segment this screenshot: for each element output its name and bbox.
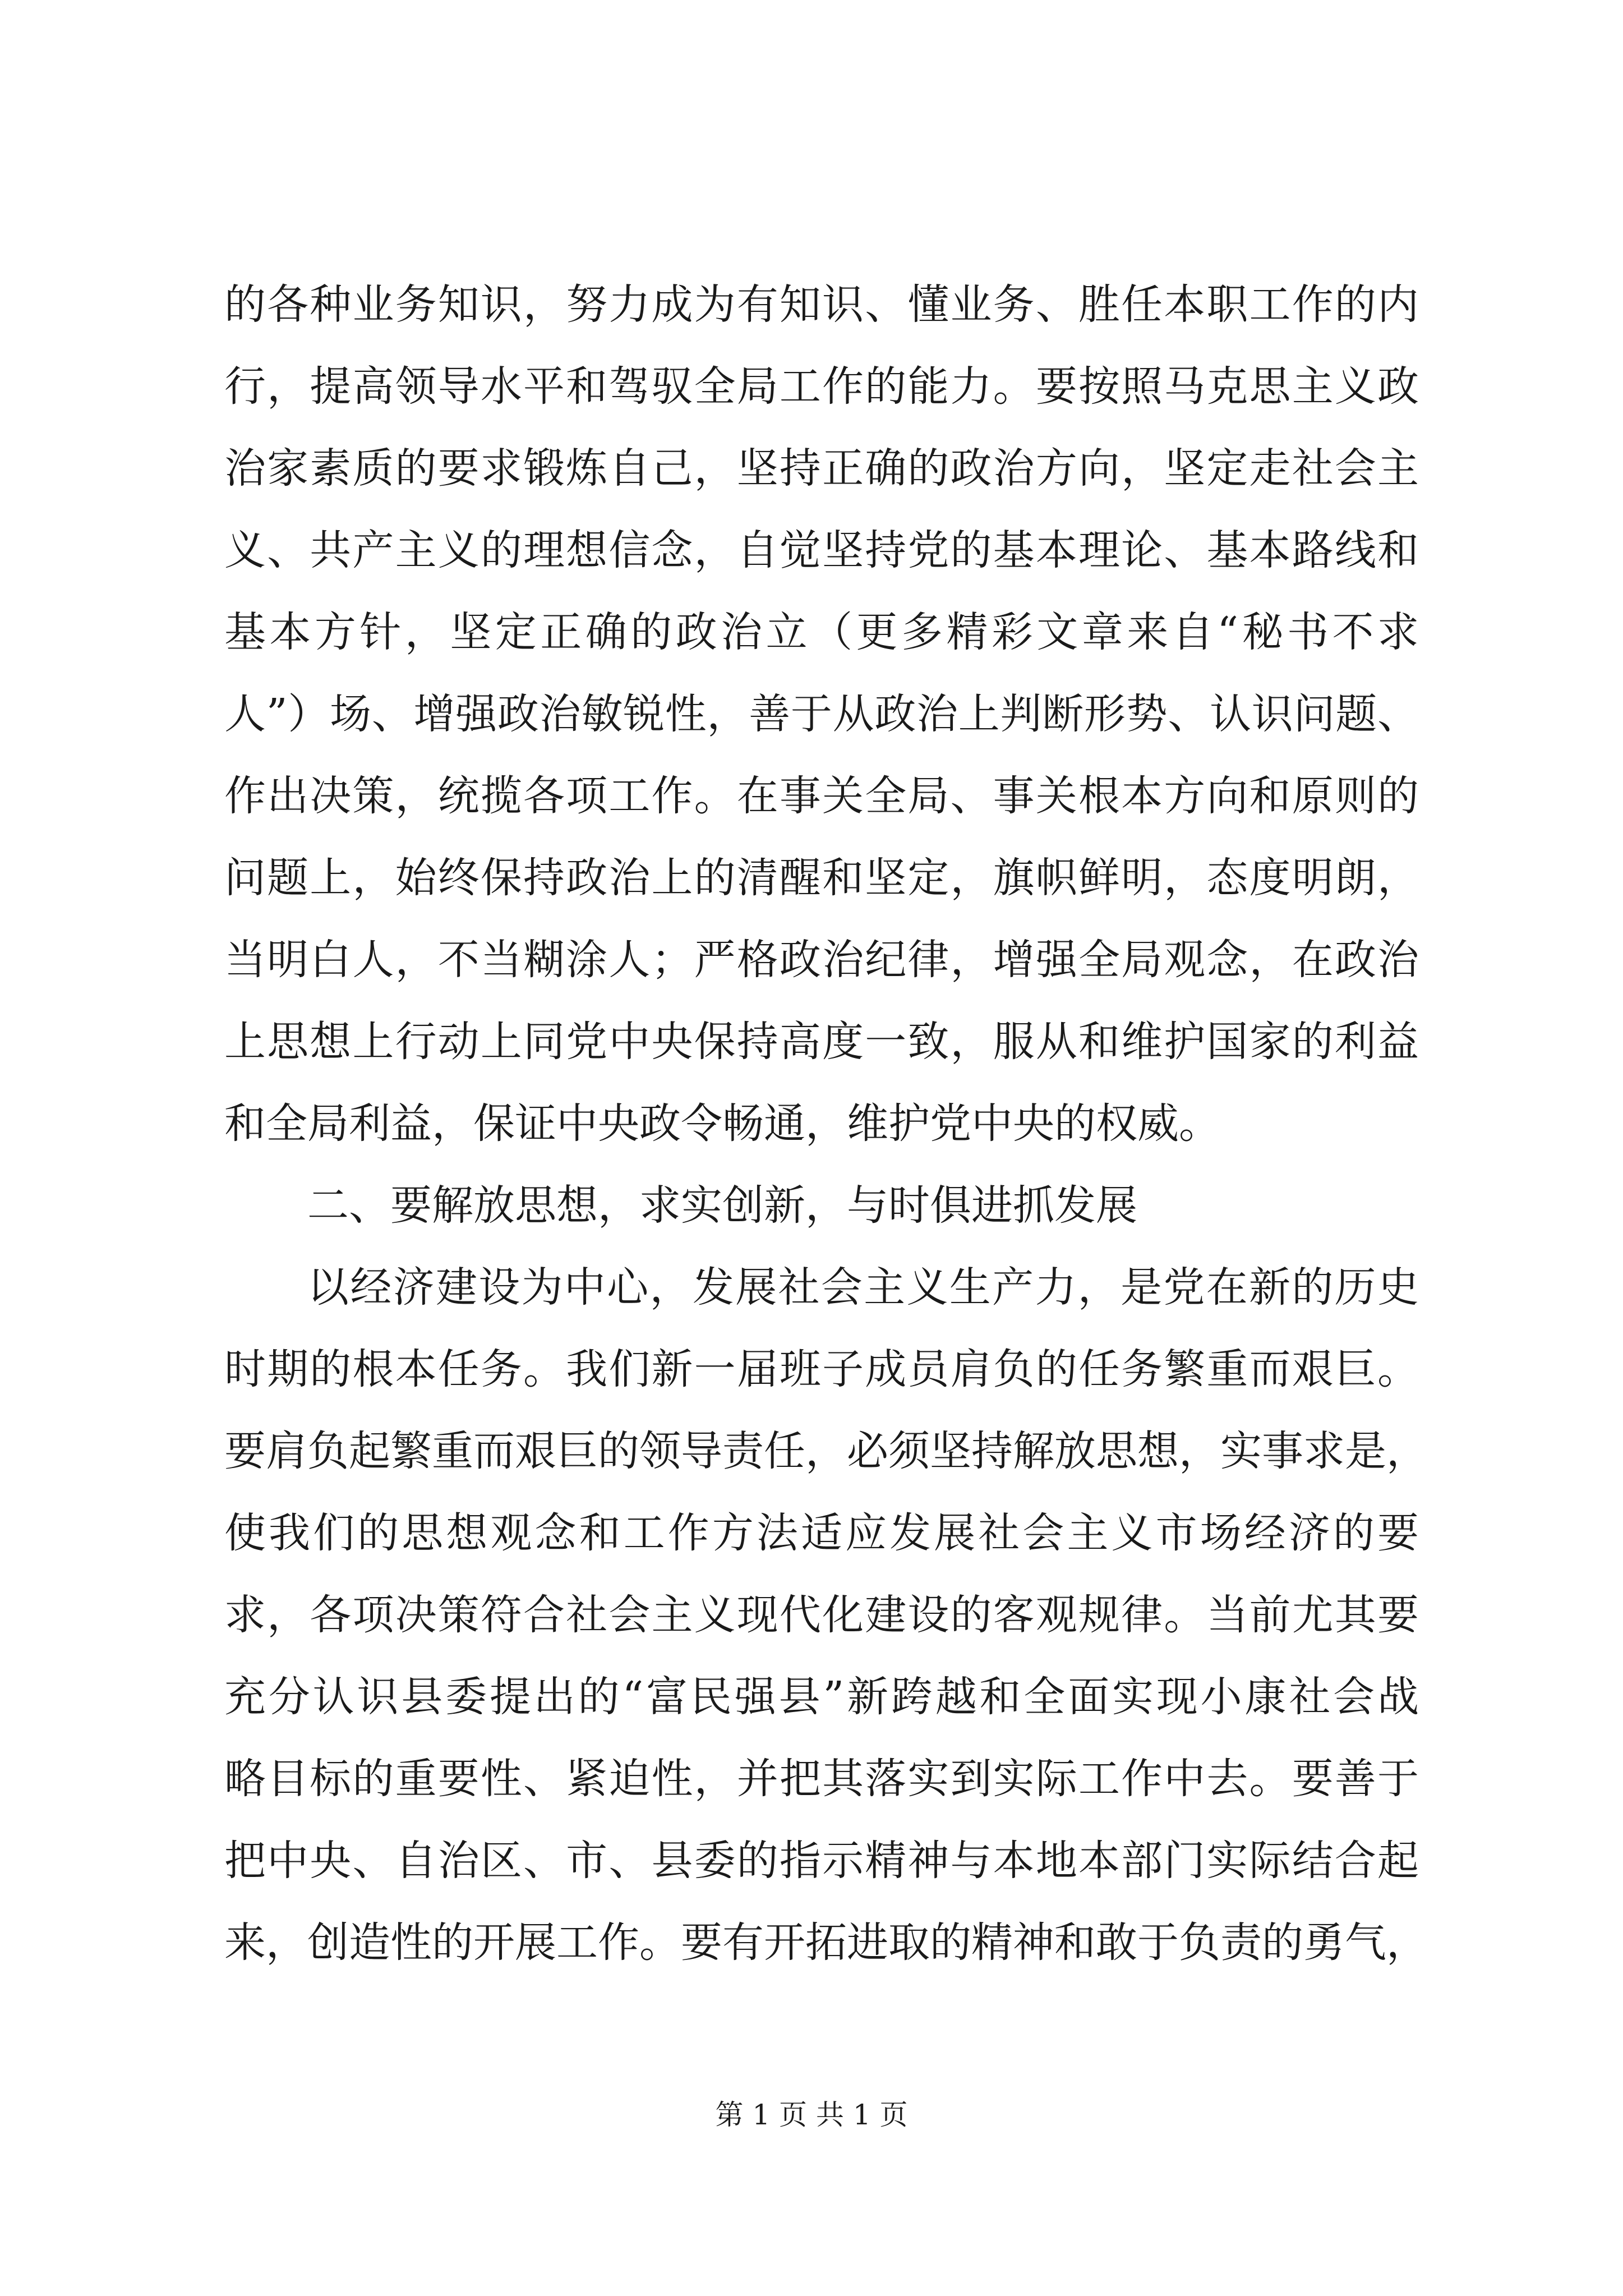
body-line: 当明白人，不当糊涂人；严格政治纪律，增强全局观念，在政治 [224, 936, 1419, 984]
body-line: 把中央、自治区、市、县委的指示精神与本地本部门实际结合起 [224, 1837, 1419, 1885]
body-line: 使我们的思想观念和工作方法适应发展社会主义市场经济的要 [224, 1509, 1419, 1557]
body-line: 的各种业务知识，努力成为有知识、懂业务、胜任本职工作的内 [224, 280, 1419, 329]
body-line: 基本方针，坚定正确的政治立（更多精彩文章来自“秘书不求 [224, 608, 1419, 656]
body-line: 要肩负起繁重而艰巨的领导责任，必须坚持解放思想，实事求是， [224, 1427, 1428, 1475]
body-line: 和全局利益，保证中央政令畅通，维护党中央的权威。 [224, 1099, 1220, 1148]
body-line: 上思想上行动上同党中央保持高度一致，服从和维护国家的利益 [224, 1018, 1419, 1066]
body-line: 义、共产主义的理想信念，自觉坚持党的基本理论、基本路线和 [224, 526, 1419, 574]
body-line: 行，提高领导水平和驾驭全局工作的能力。要按照马克思主义政 [224, 362, 1419, 411]
document-body [224, 264, 1428, 1984]
body-line: 时期的根本任务。我们新一届班子成员肩负的任务繁重而艰巨。 [224, 1345, 1419, 1393]
page-number: 第 1 页 共 1 页 [715, 2099, 908, 2131]
body-line: 作出决策，统揽各项工作。在事关全局、事关根本方向和原则的 [224, 772, 1419, 820]
body-line: 人”）场、增强政治敏锐性，善于从政治上判断形势、认识问题、 [224, 690, 1419, 738]
body-line: 治家素质的要求锻炼自己，坚持正确的政治方向，坚定走社会主 [224, 444, 1419, 493]
body-line: 求，各项决策符合社会主义现代化建设的客观规律。当前尤其要 [224, 1591, 1419, 1639]
page-footer [0, 2098, 1623, 2132]
body-line: 问题上，始终保持政治上的清醒和坚定，旗帜鲜明，态度明朗， [224, 854, 1419, 902]
body-line: 略目标的重要性、紧迫性，并把其落实到实际工作中去。要善于 [224, 1755, 1419, 1803]
body-line: 充分认识县委提出的“富民强县”新跨越和全面实现小康社会战 [224, 1673, 1419, 1721]
section-heading: 二、要解放思想，求实创新，与时俱进抓发展 [307, 1181, 1137, 1230]
body-line: 来，创造性的开展工作。要有开拓进取的精神和敢于负责的勇气， [224, 1918, 1428, 1967]
paragraph-first-line: 以经济建设为中心，发展社会主义生产力，是党在新的历史 [307, 1263, 1419, 1312]
